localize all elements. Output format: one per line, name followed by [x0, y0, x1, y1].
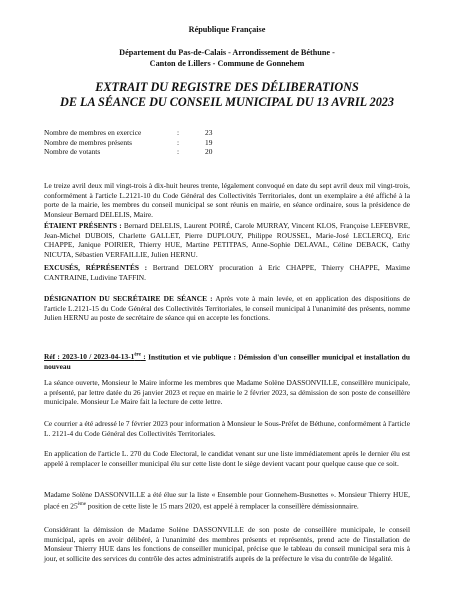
intro-paragraph: Le treize avril deux mil vingt-trois à dix-huit heures trente, légalement convoqué en date du sept avril deux mil vingt-trois, conformément à l'article L.2121-10 du Code Général des Collectivités Territoriales, dont un exemplaire a été affiché à la porte de la mairie, les membres du conseil municipal se sont réunis en mairie, en séance ordinaire, sous la présidence de Monsieur Bernard DELELIS, Maire. [44, 181, 410, 219]
body-paragraph-5: Considérant la démission de Madame Solène DASSONVILLE de son poste de conseillère municipale, le conseil municipal, après en avoir délibéré, à l'unanimité des membres présents et représentés, prend acte de l'installation de Monsieur Thierry HUE dans les fonctions de conseiller municipal, précise que le tableau du conseil municipal sera mis à jour, et sollicite des services du contrôle des actes administratifs auprès de la préfecture le visa du contrôle de légalité. [44, 525, 410, 563]
reference-heading [44, 351, 410, 372]
departement-header-line1: Département du Pas-de-Calais - Arrondissement de Béthune - [119, 48, 335, 57]
presents-paragraph [44, 221, 410, 259]
stat-label: Nombre de membres présents [44, 137, 133, 147]
document-title-line2: DE LA SÉANCE DU CONSEIL MUNICIPAL DU 13 AVRIL 2023 [60, 95, 394, 109]
body-paragraph-3: En application de l'article L. 270 du Code Electoral, le candidat venant sur une liste immédiatement après le dernier élu est appelé à remplacer le conseiller municipal élu sur cette liste dont le siège devient vacant pour quelque cause que ce soit. [44, 449, 410, 468]
stat-value: 23 [205, 128, 213, 137]
stat-row [44, 147, 225, 157]
body-paragraph-1: La séance ouverte, Monsieur le Maire informe les membres que Madame Solène DASSONVILLE, conseillère municipale, a présenté, par lettre datée du 26 janvier 2023 et reçue en mairie le 2 février 2023, sa démission de son poste de conseillère municipale. Monsieur Le Maire fait la lecture de cette lettre. [44, 378, 410, 407]
stat-label: Nombre de votants [44, 147, 101, 157]
secretaire-text: Après vote à main levée, et en application des dispositions de l'article L.2121-15 du Code Général des Collectivités Territoriales, le conseil municipal à l'unanimité des présents, nomme Julien HERNU au poste de secrétaire de séance qui en accepte les fonctions. [44, 294, 410, 323]
stat-row [44, 138, 225, 148]
stat-separator: : [177, 137, 180, 147]
secretaire-paragraph [44, 294, 410, 323]
excuses-list: Bertrand DELORY procuration à Eric CHAPPE, Thierry CHAPPE, Maxime CANTRAINE, Ludivine TAFFIN. [44, 263, 410, 282]
excuses-label: EXCUSÉS, RÉPRÉSENTÉS : [44, 263, 148, 272]
excuses-paragraph [44, 263, 410, 282]
republique-header: République Française [188, 25, 266, 34]
stat-separator: : [177, 147, 180, 157]
departement-header-line2: Canton de Lillers - Commune de Gonnehem [149, 59, 305, 68]
document-title-line1: EXTRAIT DU REGISTRE DES DÉLIBERATIONS [95, 80, 359, 94]
body-paragraph-2: Ce courrier a été adressé le 7 février 2023 pour information à Monsieur le Sous-Préfet de Béthune, conformément à l'article L. 2121-4 du Code Général des Collectivités Territoriales. [44, 419, 410, 438]
body-paragraph-4: Madame Solène DASSONVILLE a été élue sur la liste « Ensemble pour Gonnehem-Busnettes ». Monsieur Thierry HUE, placé en 25ème position de cette liste le 15 mars 2020, est appelé à remplacer la conseillère démissionnaire. [44, 490, 410, 511]
stat-separator: : [177, 128, 180, 137]
stat-value: 19 [205, 137, 213, 147]
stat-row [44, 128, 225, 138]
reference-number: Réf : 2023-10 / 2023-04-13-1ère : [44, 352, 146, 362]
presents-list: Bernard DELELIS, Laurent POIRÉ, Carole MURRAY, Vincent KLOS, Françoise LEFEBVRE, Jean-Michel DUBOIS, Charlette GALLET, Pierre DUPLOUY, Philippe ROUSSEL, Marie-José LECLERCQ, Eric CHAPPE, Janique POIRIER, Thierry HUE, Martine PETITPAS, Anne-Sophie DELAVAL, Céline DEBACK, Cathy NICUTA, Sébastien VERFAILLIE, Julien HERNU. [44, 221, 410, 259]
attendance-stats [44, 128, 225, 157]
stat-value: 20 [205, 147, 213, 157]
presents-label: ÉTAIENT PRÉSENTS : [44, 221, 122, 230]
stat-label: Nombre de membres en exercice [44, 128, 142, 137]
secretaire-label: DÉSIGNATION DU SECRÉTAIRE DE SÉANCE : [44, 294, 213, 303]
reference-title: Institution et vie publique : Démission d'un conseiller municipal et installation du nouveau [44, 352, 411, 372]
